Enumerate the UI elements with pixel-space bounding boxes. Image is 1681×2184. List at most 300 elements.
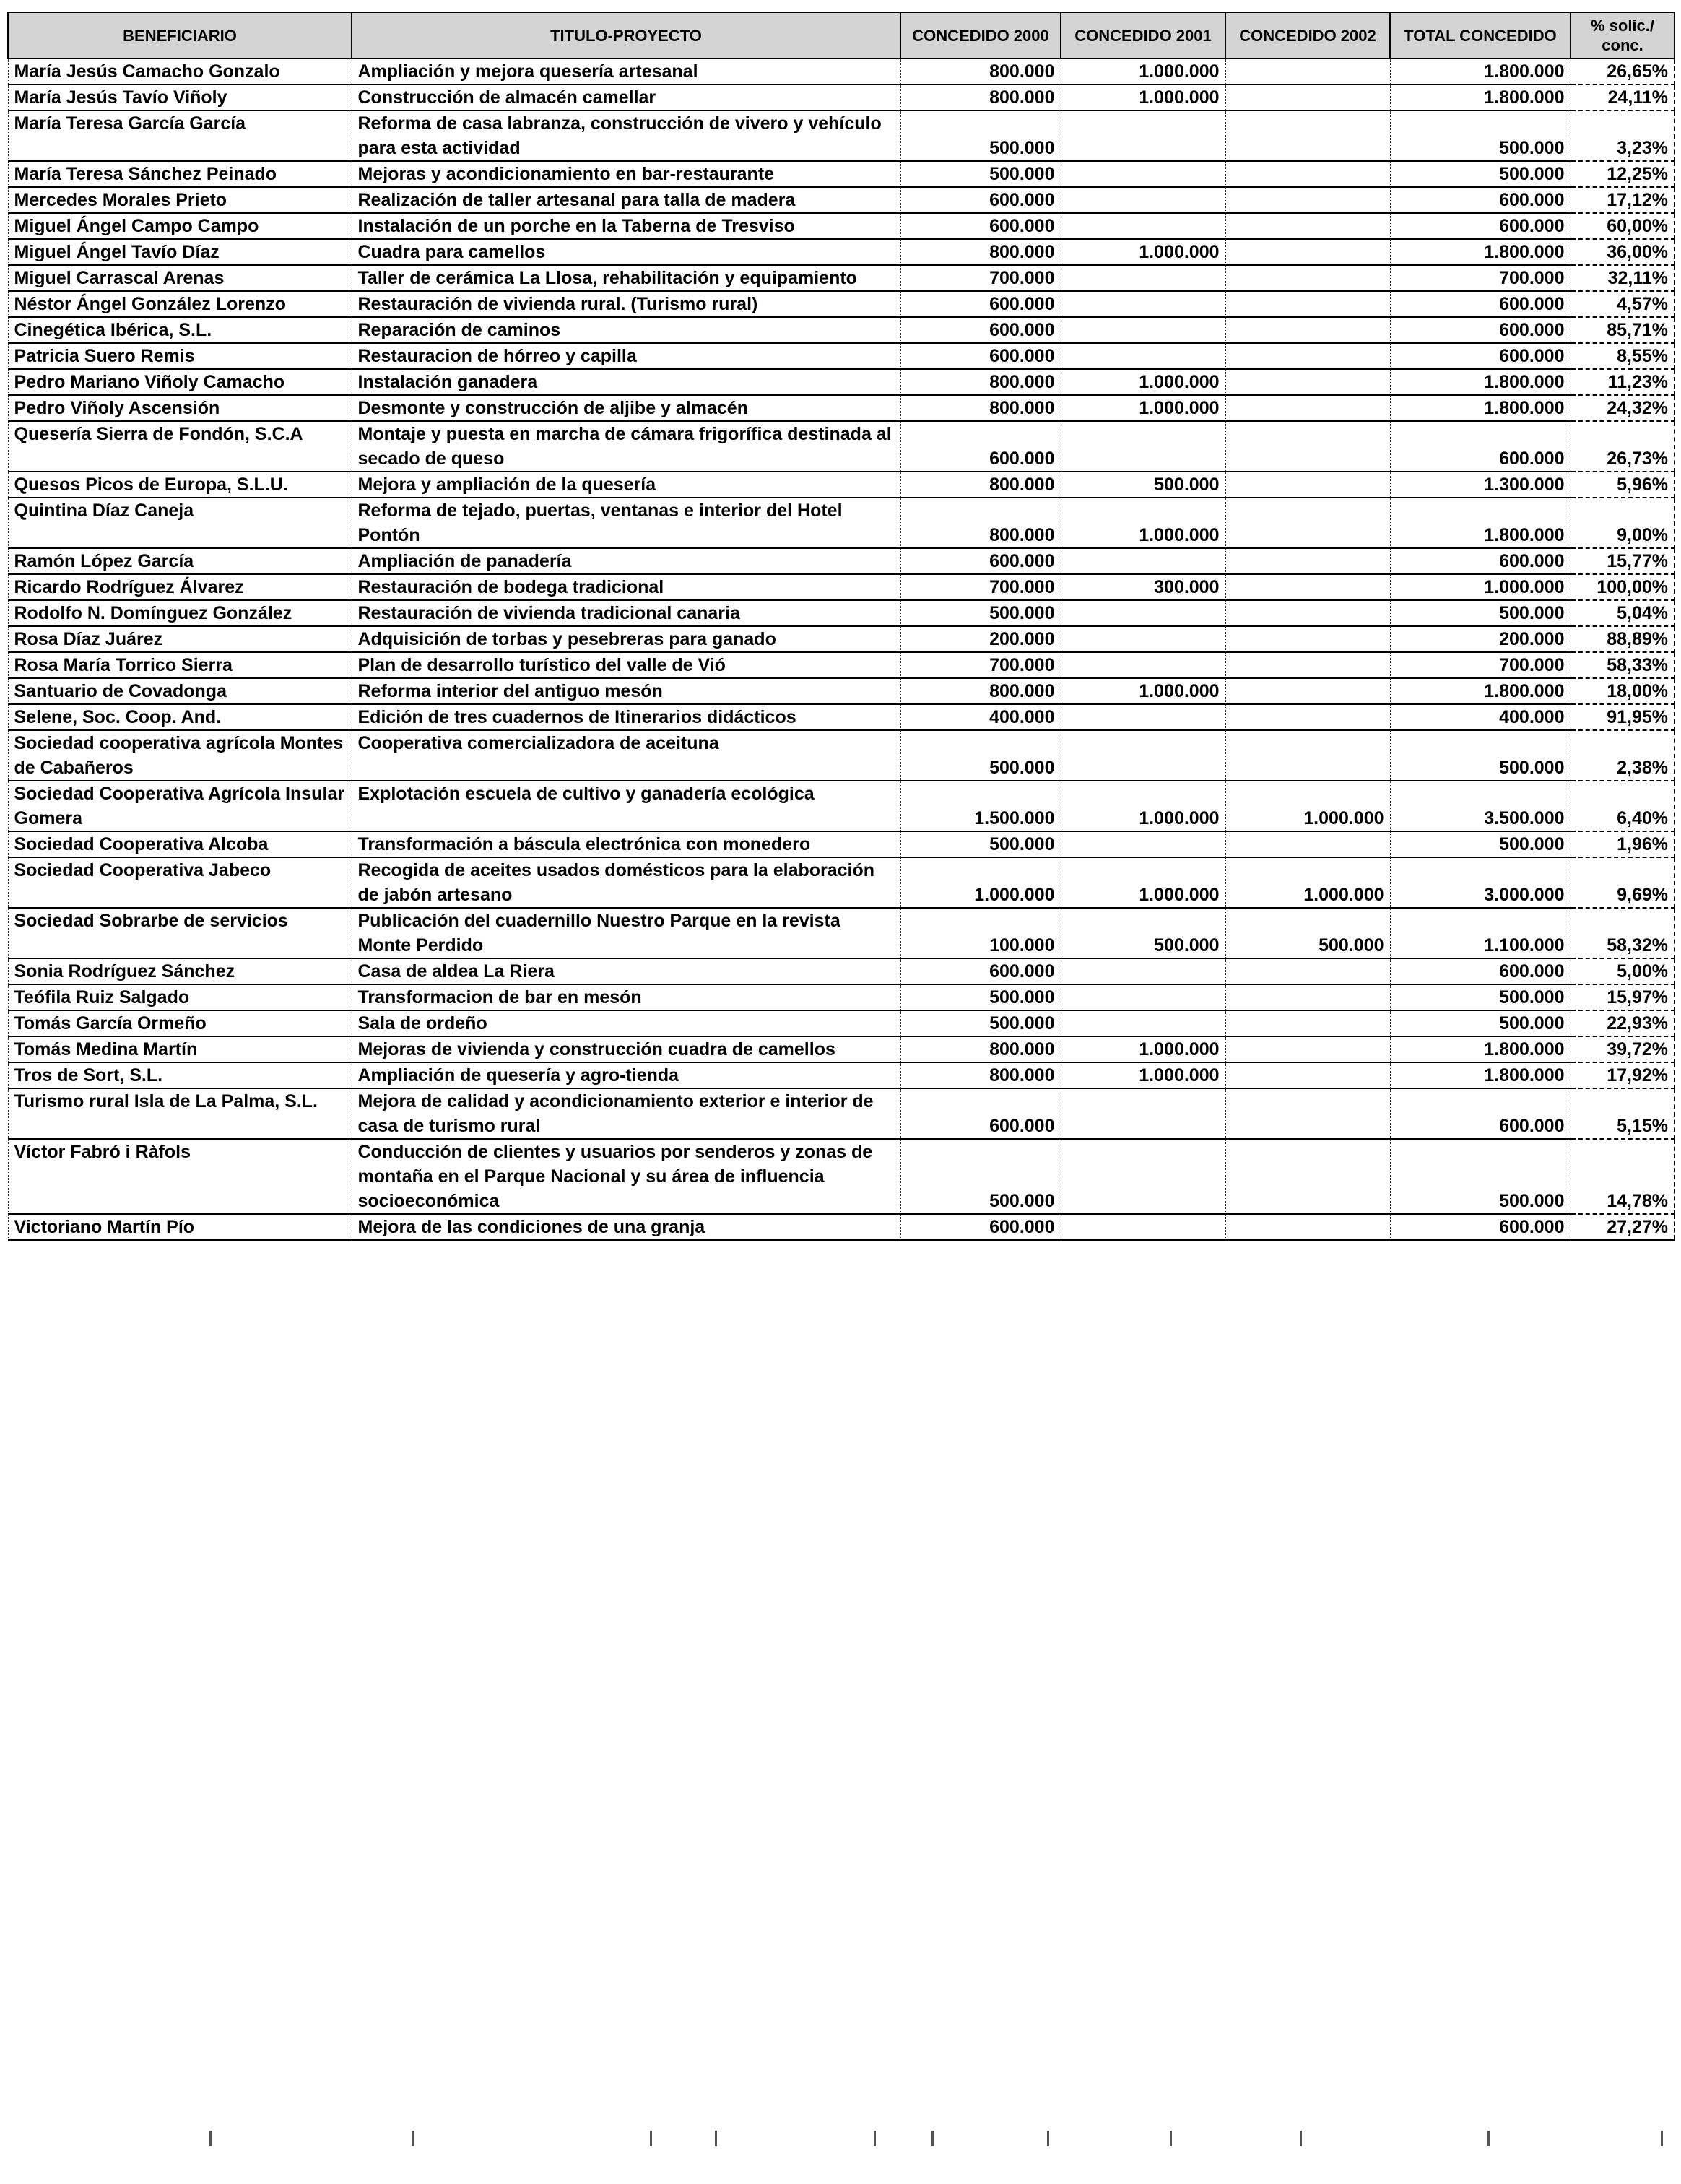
cell-concedido-2001 [1061, 265, 1225, 291]
cell-concedido-2002 [1225, 958, 1390, 984]
cell-total-concedido: 3.500.000 [1390, 781, 1571, 831]
cell-concedido-2000: 500.000 [900, 1139, 1061, 1214]
cell-pct-solic-conc: 15,77% [1571, 548, 1675, 574]
cell-pct-solic-conc: 5,96% [1571, 472, 1675, 498]
cell-pct-solic-conc: 36,00% [1571, 239, 1675, 265]
cell-pct-solic-conc: 85,71% [1571, 317, 1675, 343]
cell-concedido-2001: 1.000.000 [1061, 369, 1225, 395]
cell-concedido-2002 [1225, 652, 1390, 678]
cell-concedido-2000: 500.000 [900, 984, 1061, 1010]
cell-titulo-proyecto: Adquisición de torbas y pesebreras para ganado [352, 626, 900, 652]
cell-titulo-proyecto: Mejora de las condiciones de una granja [352, 1214, 900, 1240]
cell-total-concedido: 700.000 [1390, 652, 1571, 678]
cell-concedido-2001: 1.000.000 [1061, 857, 1225, 908]
cell-beneficiario: Miguel Carrascal Arenas [8, 265, 352, 291]
cell-beneficiario: Sociedad cooperativa agrícola Montes de Cabañeros [8, 730, 352, 781]
table-row [8, 369, 1675, 395]
cell-titulo-proyecto: Reforma interior del antiguo mesón [352, 678, 900, 704]
cell-concedido-2000: 500.000 [900, 1010, 1061, 1036]
cell-concedido-2001 [1061, 1088, 1225, 1139]
cell-total-concedido: 1.800.000 [1390, 58, 1571, 84]
header-row [8, 12, 1675, 58]
cell-concedido-2002 [1225, 213, 1390, 239]
cell-beneficiario: María Teresa Sánchez Peinado [8, 161, 352, 187]
cell-beneficiario: Quesos Picos de Europa, S.L.U. [8, 472, 352, 498]
header-concedido-2002: CONCEDIDO 2002 [1225, 12, 1390, 58]
cell-pct-solic-conc: 88,89% [1571, 626, 1675, 652]
cell-concedido-2002 [1225, 626, 1390, 652]
table-row [8, 343, 1675, 369]
cell-titulo-proyecto: Mejora de calidad y acondicionamiento exterior e interior de casa de turismo rural [352, 1088, 900, 1139]
cell-beneficiario: Sociedad Cooperativa Jabeco [8, 857, 352, 908]
cell-concedido-2002 [1225, 291, 1390, 317]
cell-beneficiario: Quesería Sierra de Fondón, S.C.A [8, 421, 352, 472]
scan-mark [412, 2131, 414, 2146]
cell-concedido-2002 [1225, 343, 1390, 369]
table-row [8, 395, 1675, 421]
cell-beneficiario: Victoriano Martín Pío [8, 1214, 352, 1240]
cell-concedido-2000: 600.000 [900, 213, 1061, 239]
cell-beneficiario: Víctor Fabró i Ràfols [8, 1139, 352, 1214]
cell-total-concedido: 1.800.000 [1390, 395, 1571, 421]
cell-concedido-2001 [1061, 1139, 1225, 1214]
table-row [8, 600, 1675, 626]
cell-concedido-2001 [1061, 161, 1225, 187]
cell-beneficiario: María Jesús Camacho Gonzalo [8, 58, 352, 84]
cell-pct-solic-conc: 26,65% [1571, 58, 1675, 84]
cell-concedido-2002 [1225, 548, 1390, 574]
table-row [8, 831, 1675, 857]
cell-concedido-2001: 1.000.000 [1061, 678, 1225, 704]
cell-concedido-2000: 1.000.000 [900, 857, 1061, 908]
cell-concedido-2000: 600.000 [900, 421, 1061, 472]
cell-total-concedido: 1.800.000 [1390, 239, 1571, 265]
cell-concedido-2000: 800.000 [900, 472, 1061, 498]
cell-beneficiario: Mercedes Morales Prieto [8, 187, 352, 213]
cell-beneficiario: Patricia Suero Remis [8, 343, 352, 369]
cell-total-concedido: 500.000 [1390, 831, 1571, 857]
cell-concedido-2000: 500.000 [900, 831, 1061, 857]
cell-concedido-2002 [1225, 984, 1390, 1010]
cell-pct-solic-conc: 26,73% [1571, 421, 1675, 472]
cell-pct-solic-conc: 14,78% [1571, 1139, 1675, 1214]
cell-concedido-2001 [1061, 291, 1225, 317]
cell-beneficiario: Sonia Rodríguez Sánchez [8, 958, 352, 984]
cell-beneficiario: Rosa María Torrico Sierra [8, 652, 352, 678]
cell-concedido-2001 [1061, 548, 1225, 574]
table-row [8, 652, 1675, 678]
cell-pct-solic-conc: 5,15% [1571, 1088, 1675, 1139]
cell-pct-solic-conc: 15,97% [1571, 984, 1675, 1010]
table-row [8, 781, 1675, 831]
cell-pct-solic-conc: 24,32% [1571, 395, 1675, 421]
cell-total-concedido: 1.800.000 [1390, 678, 1571, 704]
cell-pct-solic-conc: 18,00% [1571, 678, 1675, 704]
cell-concedido-2002 [1225, 730, 1390, 781]
cell-total-concedido: 200.000 [1390, 626, 1571, 652]
cell-pct-solic-conc: 6,40% [1571, 781, 1675, 831]
table-row [8, 187, 1675, 213]
table-row [8, 161, 1675, 187]
cell-concedido-2001 [1061, 187, 1225, 213]
cell-concedido-2001 [1061, 626, 1225, 652]
cell-total-concedido: 600.000 [1390, 548, 1571, 574]
header-titulo-proyecto: TITULO-PROYECTO [352, 12, 900, 58]
cell-titulo-proyecto: Realización de taller artesanal para talla de madera [352, 187, 900, 213]
cell-titulo-proyecto: Construcción de almacén camellar [352, 84, 900, 110]
cell-titulo-proyecto: Ampliación y mejora quesería artesanal [352, 58, 900, 84]
cell-pct-solic-conc: 12,25% [1571, 161, 1675, 187]
cell-titulo-proyecto: Restauración de vivienda tradicional canaria [352, 600, 900, 626]
table-row [8, 984, 1675, 1010]
cell-concedido-2001: 1.000.000 [1061, 1062, 1225, 1088]
cell-titulo-proyecto: Restauración de vivienda rural. (Turismo rural) [352, 291, 900, 317]
cell-titulo-proyecto: Publicación del cuadernillo Nuestro Parque en la revista Monte Perdido [352, 908, 900, 958]
cell-total-concedido: 3.000.000 [1390, 857, 1571, 908]
cell-pct-solic-conc: 5,00% [1571, 958, 1675, 984]
cell-titulo-proyecto: Recogida de aceites usados domésticos para la elaboración de jabón artesano [352, 857, 900, 908]
cell-total-concedido: 1.800.000 [1390, 369, 1571, 395]
cell-concedido-2002 [1225, 1062, 1390, 1088]
cell-pct-solic-conc: 24,11% [1571, 84, 1675, 110]
table-row [8, 498, 1675, 548]
cell-beneficiario: Pedro Mariano Viñoly Camacho [8, 369, 352, 395]
cell-concedido-2000: 100.000 [900, 908, 1061, 958]
cell-concedido-2000: 600.000 [900, 958, 1061, 984]
cell-concedido-2002 [1225, 678, 1390, 704]
cell-pct-solic-conc: 2,38% [1571, 730, 1675, 781]
cell-concedido-2001: 1.000.000 [1061, 58, 1225, 84]
cell-titulo-proyecto: Cuadra para camellos [352, 239, 900, 265]
cell-concedido-2000: 600.000 [900, 343, 1061, 369]
cell-total-concedido: 500.000 [1390, 984, 1571, 1010]
cell-titulo-proyecto: Edición de tres cuadernos de Itinerarios didácticos [352, 704, 900, 730]
header-concedido-2000: CONCEDIDO 2000 [900, 12, 1061, 58]
cell-total-concedido: 600.000 [1390, 958, 1571, 984]
cell-concedido-2002 [1225, 369, 1390, 395]
cell-titulo-proyecto: Ampliación de quesería y agro-tienda [352, 1062, 900, 1088]
cell-total-concedido: 500.000 [1390, 1010, 1571, 1036]
table-row [8, 1214, 1675, 1240]
cell-beneficiario: María Teresa García García [8, 110, 352, 161]
cell-total-concedido: 600.000 [1390, 213, 1571, 239]
cell-concedido-2002 [1225, 239, 1390, 265]
cell-concedido-2002: 500.000 [1225, 908, 1390, 958]
cell-total-concedido: 1.800.000 [1390, 84, 1571, 110]
table-row [8, 1139, 1675, 1214]
cell-concedido-2002 [1225, 831, 1390, 857]
header-beneficiario: BENEFICIARIO [8, 12, 352, 58]
scan-mark [931, 2131, 934, 2146]
scan-mark [1661, 2131, 1663, 2146]
cell-total-concedido: 1.300.000 [1390, 472, 1571, 498]
table-row [8, 678, 1675, 704]
cell-concedido-2000: 800.000 [900, 239, 1061, 265]
cell-pct-solic-conc: 39,72% [1571, 1036, 1675, 1062]
cell-concedido-2001: 1.000.000 [1061, 84, 1225, 110]
cell-beneficiario: Miguel Ángel Tavío Díaz [8, 239, 352, 265]
cell-concedido-2002 [1225, 704, 1390, 730]
cell-total-concedido: 700.000 [1390, 265, 1571, 291]
cell-titulo-proyecto: Restauración de bodega tradicional [352, 574, 900, 600]
scan-mark [1170, 2131, 1172, 2146]
scan-mark [874, 2131, 876, 2146]
grants-table-sheet [7, 12, 1674, 1241]
cell-titulo-proyecto: Reforma de casa labranza, construcción de vivero y vehículo para esta actividad [352, 110, 900, 161]
cell-beneficiario: Turismo rural Isla de La Palma, S.L. [8, 1088, 352, 1139]
cell-concedido-2002 [1225, 265, 1390, 291]
cell-concedido-2002 [1225, 187, 1390, 213]
cell-concedido-2000: 600.000 [900, 317, 1061, 343]
cell-beneficiario: Rodolfo N. Domínguez González [8, 600, 352, 626]
cell-total-concedido: 500.000 [1390, 600, 1571, 626]
table-row [8, 626, 1675, 652]
cell-titulo-proyecto: Transformación a báscula electrónica con monedero [352, 831, 900, 857]
cell-pct-solic-conc: 1,96% [1571, 831, 1675, 857]
cell-beneficiario: Sociedad Cooperativa Agrícola Insular Gomera [8, 781, 352, 831]
cell-titulo-proyecto: Casa de aldea La Riera [352, 958, 900, 984]
cell-beneficiario: Pedro Viñoly Ascensión [8, 395, 352, 421]
table-row [8, 265, 1675, 291]
cell-total-concedido: 1.800.000 [1390, 1036, 1571, 1062]
scan-mark [1047, 2131, 1049, 2146]
cell-concedido-2000: 700.000 [900, 574, 1061, 600]
table-row [8, 958, 1675, 984]
cell-beneficiario: Ramón López García [8, 548, 352, 574]
cell-beneficiario: Néstor Ángel González Lorenzo [8, 291, 352, 317]
cell-concedido-2000: 600.000 [900, 187, 1061, 213]
cell-titulo-proyecto: Reparación de caminos [352, 317, 900, 343]
cell-concedido-2000: 400.000 [900, 704, 1061, 730]
cell-titulo-proyecto: Mejoras de vivienda y construcción cuadra de camellos [352, 1036, 900, 1062]
cell-pct-solic-conc: 4,57% [1571, 291, 1675, 317]
cell-concedido-2002 [1225, 1036, 1390, 1062]
cell-total-concedido: 400.000 [1390, 704, 1571, 730]
cell-beneficiario: Ricardo Rodríguez Álvarez [8, 574, 352, 600]
cell-pct-solic-conc: 9,69% [1571, 857, 1675, 908]
cell-concedido-2002 [1225, 1139, 1390, 1214]
table-row [8, 548, 1675, 574]
cell-total-concedido: 1.800.000 [1390, 498, 1571, 548]
cell-concedido-2001 [1061, 213, 1225, 239]
scan-mark [1487, 2131, 1490, 2146]
cell-concedido-2001 [1061, 831, 1225, 857]
cell-concedido-2000: 500.000 [900, 730, 1061, 781]
cell-concedido-2002 [1225, 600, 1390, 626]
cell-pct-solic-conc: 8,55% [1571, 343, 1675, 369]
table-row [8, 421, 1675, 472]
cell-titulo-proyecto: Reforma de tejado, puertas, ventanas e interior del Hotel Pontón [352, 498, 900, 548]
cell-total-concedido: 600.000 [1390, 343, 1571, 369]
cell-total-concedido: 1.100.000 [1390, 908, 1571, 958]
header-total-concedido: TOTAL CONCEDIDO [1390, 12, 1571, 58]
cell-pct-solic-conc: 5,04% [1571, 600, 1675, 626]
cell-total-concedido: 600.000 [1390, 187, 1571, 213]
table-row [8, 472, 1675, 498]
cell-pct-solic-conc: 60,00% [1571, 213, 1675, 239]
cell-concedido-2002 [1225, 1088, 1390, 1139]
cell-concedido-2001 [1061, 704, 1225, 730]
cell-total-concedido: 600.000 [1390, 1214, 1571, 1240]
cell-total-concedido: 600.000 [1390, 317, 1571, 343]
cell-concedido-2002 [1225, 317, 1390, 343]
table-row [8, 1062, 1675, 1088]
cell-titulo-proyecto: Sala de ordeño [352, 1010, 900, 1036]
cell-concedido-2000: 500.000 [900, 600, 1061, 626]
cell-beneficiario: Sociedad Sobrarbe de servicios [8, 908, 352, 958]
cell-pct-solic-conc: 100,00% [1571, 574, 1675, 600]
cell-concedido-2002 [1225, 395, 1390, 421]
cell-concedido-2002 [1225, 110, 1390, 161]
cell-concedido-2002 [1225, 84, 1390, 110]
cell-titulo-proyecto: Cooperativa comercializadora de aceituna [352, 730, 900, 781]
scan-mark [209, 2131, 212, 2146]
cell-beneficiario: Cinegética Ibérica, S.L. [8, 317, 352, 343]
cell-pct-solic-conc: 3,23% [1571, 110, 1675, 161]
cell-titulo-proyecto: Desmonte y construcción de aljibe y almacén [352, 395, 900, 421]
grants-table [7, 12, 1675, 1241]
cell-titulo-proyecto: Montaje y puesta en marcha de cámara frigorífica destinada al secado de queso [352, 421, 900, 472]
cell-total-concedido: 500.000 [1390, 1139, 1571, 1214]
cell-concedido-2001 [1061, 110, 1225, 161]
cell-concedido-2000: 800.000 [900, 1036, 1061, 1062]
cell-total-concedido: 500.000 [1390, 110, 1571, 161]
table-row [8, 58, 1675, 84]
cell-concedido-2000: 700.000 [900, 265, 1061, 291]
cell-concedido-2001 [1061, 1214, 1225, 1240]
table-row [8, 857, 1675, 908]
cell-concedido-2001 [1061, 317, 1225, 343]
cell-concedido-2000: 200.000 [900, 626, 1061, 652]
cell-concedido-2000: 500.000 [900, 161, 1061, 187]
scan-mark [650, 2131, 652, 2146]
cell-concedido-2001: 1.000.000 [1061, 498, 1225, 548]
cell-beneficiario: María Jesús Tavío Viñoly [8, 84, 352, 110]
cell-total-concedido: 500.000 [1390, 730, 1571, 781]
scan-mark [715, 2131, 717, 2146]
header-pct-solic-conc: % solic./ conc. [1571, 12, 1675, 58]
cell-concedido-2002 [1225, 421, 1390, 472]
cell-total-concedido: 500.000 [1390, 161, 1571, 187]
table-row [8, 704, 1675, 730]
cell-pct-solic-conc: 9,00% [1571, 498, 1675, 548]
cell-concedido-2001: 1.000.000 [1061, 781, 1225, 831]
cell-concedido-2000: 800.000 [900, 58, 1061, 84]
cell-titulo-proyecto: Taller de cerámica La Llosa, rehabilitación y equipamiento [352, 265, 900, 291]
cell-concedido-2000: 800.000 [900, 678, 1061, 704]
cell-concedido-2000: 800.000 [900, 84, 1061, 110]
cell-pct-solic-conc: 58,32% [1571, 908, 1675, 958]
cell-concedido-2000: 600.000 [900, 1214, 1061, 1240]
cell-concedido-2000: 800.000 [900, 498, 1061, 548]
cell-concedido-2000: 1.500.000 [900, 781, 1061, 831]
cell-concedido-2002: 1.000.000 [1225, 857, 1390, 908]
cell-concedido-2001: 1.000.000 [1061, 395, 1225, 421]
header-concedido-2001: CONCEDIDO 2001 [1061, 12, 1225, 58]
cell-concedido-2002: 1.000.000 [1225, 781, 1390, 831]
cell-pct-solic-conc: 11,23% [1571, 369, 1675, 395]
cell-titulo-proyecto: Plan de desarrollo turístico del valle de Vió [352, 652, 900, 678]
cell-concedido-2000: 700.000 [900, 652, 1061, 678]
cell-titulo-proyecto: Instalación de un porche en la Taberna de Tresviso [352, 213, 900, 239]
cell-concedido-2001 [1061, 652, 1225, 678]
cell-concedido-2001 [1061, 730, 1225, 781]
cell-beneficiario: Santuario de Covadonga [8, 678, 352, 704]
cell-concedido-2000: 600.000 [900, 291, 1061, 317]
cell-beneficiario: Tros de Sort, S.L. [8, 1062, 352, 1088]
cell-concedido-2000: 600.000 [900, 548, 1061, 574]
table-row [8, 730, 1675, 781]
cell-concedido-2000: 800.000 [900, 1062, 1061, 1088]
table-row [8, 213, 1675, 239]
cell-concedido-2002 [1225, 498, 1390, 548]
cell-total-concedido: 600.000 [1390, 291, 1571, 317]
cell-total-concedido: 1.800.000 [1390, 1062, 1571, 1088]
cell-concedido-2001 [1061, 343, 1225, 369]
cell-titulo-proyecto: Mejora y ampliación de la quesería [352, 472, 900, 498]
cell-beneficiario: Miguel Ángel Campo Campo [8, 213, 352, 239]
cell-total-concedido: 600.000 [1390, 421, 1571, 472]
cell-concedido-2000: 800.000 [900, 395, 1061, 421]
cell-concedido-2002 [1225, 472, 1390, 498]
table-row [8, 908, 1675, 958]
cell-concedido-2002 [1225, 161, 1390, 187]
cell-total-concedido: 600.000 [1390, 1088, 1571, 1139]
cell-concedido-2002 [1225, 574, 1390, 600]
scan-mark [1300, 2131, 1302, 2146]
cell-concedido-2001: 1.000.000 [1061, 239, 1225, 265]
cell-concedido-2000: 600.000 [900, 1088, 1061, 1139]
cell-pct-solic-conc: 91,95% [1571, 704, 1675, 730]
cell-total-concedido: 1.000.000 [1390, 574, 1571, 600]
cell-titulo-proyecto: Mejoras y acondicionamiento en bar-restaurante [352, 161, 900, 187]
cell-concedido-2001: 300.000 [1061, 574, 1225, 600]
cell-concedido-2001: 500.000 [1061, 908, 1225, 958]
scan-edge-marks [0, 2131, 1681, 2152]
cell-pct-solic-conc: 17,12% [1571, 187, 1675, 213]
cell-concedido-2000: 800.000 [900, 369, 1061, 395]
cell-concedido-2001 [1061, 600, 1225, 626]
cell-concedido-2001 [1061, 984, 1225, 1010]
cell-beneficiario: Tomás Medina Martín [8, 1036, 352, 1062]
cell-beneficiario: Quintina Díaz Caneja [8, 498, 352, 548]
cell-beneficiario: Selene, Soc. Coop. And. [8, 704, 352, 730]
cell-pct-solic-conc: 22,93% [1571, 1010, 1675, 1036]
cell-concedido-2000: 500.000 [900, 110, 1061, 161]
table-row [8, 291, 1675, 317]
table-row [8, 1010, 1675, 1036]
cell-concedido-2001 [1061, 1010, 1225, 1036]
cell-beneficiario: Sociedad Cooperativa Alcoba [8, 831, 352, 857]
cell-titulo-proyecto: Explotación escuela de cultivo y ganadería ecológica [352, 781, 900, 831]
table-row [8, 239, 1675, 265]
cell-titulo-proyecto: Instalación ganadera [352, 369, 900, 395]
cell-titulo-proyecto: Conducción de clientes y usuarios por senderos y zonas de montaña en el Parque Nacional y su área de influencia socioeconómica [352, 1139, 900, 1214]
cell-concedido-2001: 500.000 [1061, 472, 1225, 498]
cell-concedido-2002 [1225, 58, 1390, 84]
cell-beneficiario: Rosa Díaz Juárez [8, 626, 352, 652]
cell-pct-solic-conc: 27,27% [1571, 1214, 1675, 1240]
cell-titulo-proyecto: Transformacion de bar en mesón [352, 984, 900, 1010]
table-row [8, 574, 1675, 600]
cell-pct-solic-conc: 17,92% [1571, 1062, 1675, 1088]
table-row [8, 1036, 1675, 1062]
cell-concedido-2001 [1061, 958, 1225, 984]
cell-beneficiario: Tomás García Ormeño [8, 1010, 352, 1036]
cell-titulo-proyecto: Restauracion de hórreo y capilla [352, 343, 900, 369]
table-row [8, 317, 1675, 343]
cell-concedido-2001 [1061, 421, 1225, 472]
